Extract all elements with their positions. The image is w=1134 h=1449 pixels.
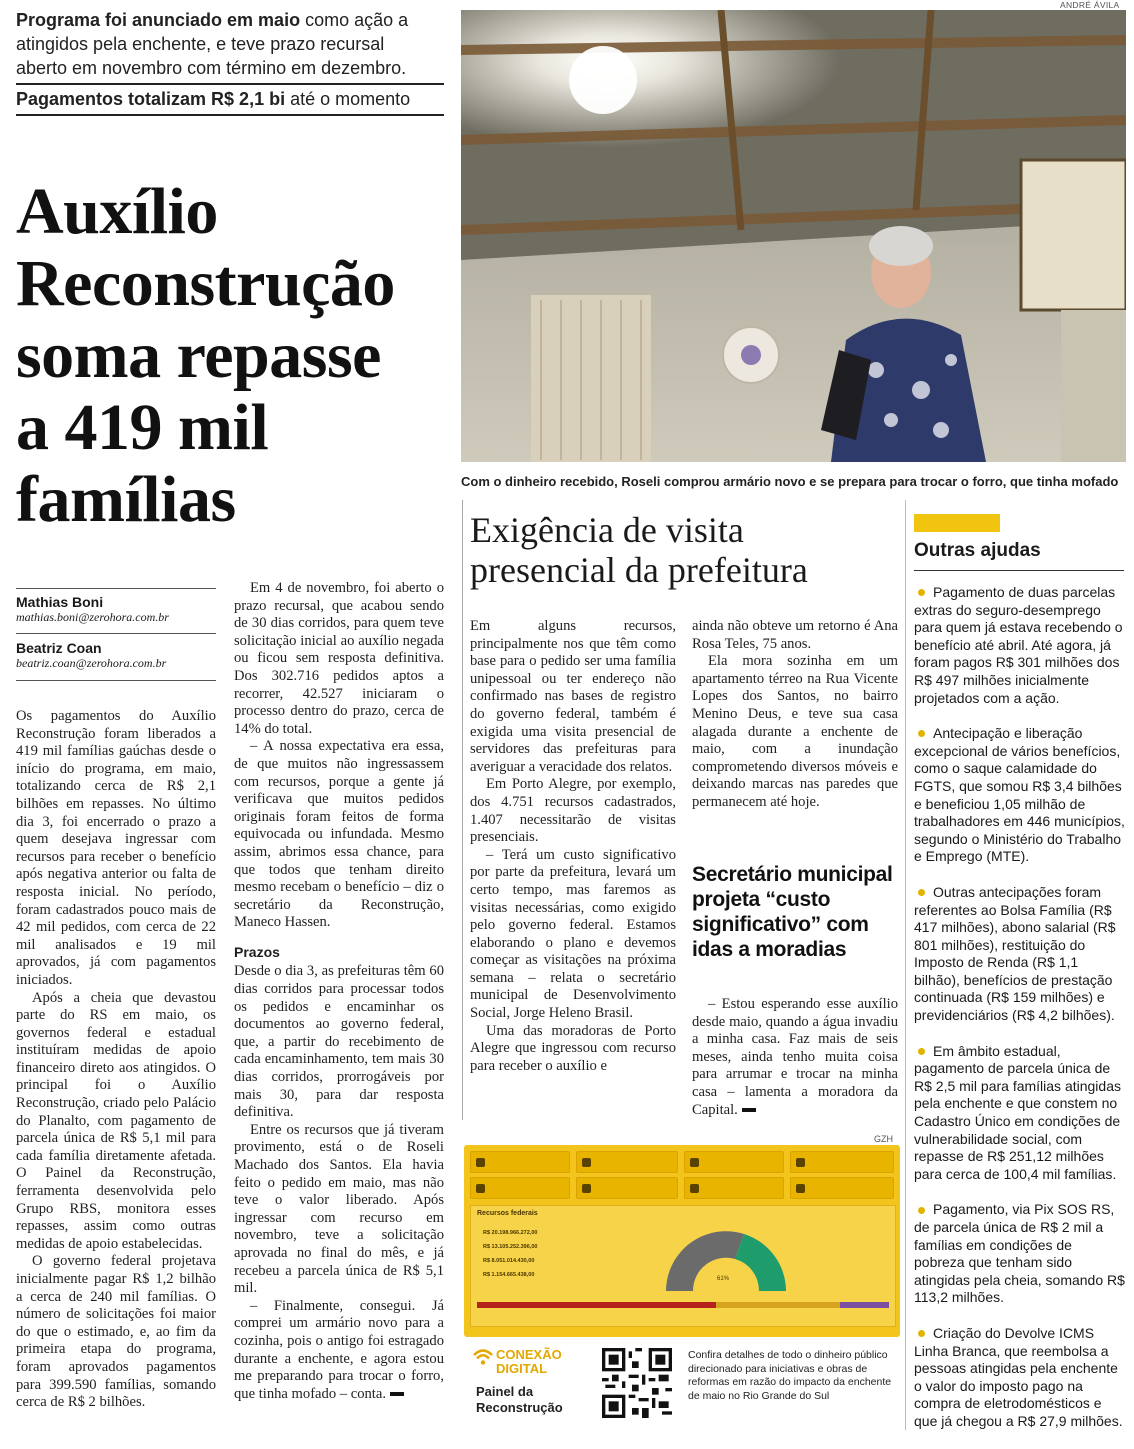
sidebar-item-text: Em âmbito estadual, pagamento de parcela única de R$ 2,5 mil para famílias atingidas pela enchente e que constem no Cadastro Único em condições de vulnerabilidade social, com repasse de R$ 251,12 milhões para cerca de 100,4 mil famílias. [914,1042,1121,1182]
summary-box [16,8,444,118]
dashboard-tile [684,1177,784,1199]
summary-line4-bold: Pagamentos totalizam R$ 2,1 bi [16,89,286,109]
bullet-icon [918,730,925,737]
conexao-digital-label [496,1348,562,1376]
bullet-icon [918,1048,925,1055]
paragraph: – A nossa expectativa era essa, de que muitos não ingressassem com recursos, porque a gente já verificava que muitos pedidos originais foram feitos de forma equivocada ou infundada. Mesmo assim, abrimos essa chance, para que todos que tenham direito mesmo recebam o benefício – diz o secretário da Reconstrução, Maneco Hassen. [234,738,444,931]
gauge-percent: 61% [717,1276,730,1282]
photo-caption: Com o dinheiro recebido, Roseli comprou armário novo e se prepara para trocar o forro, que tinha mofado [461,474,1119,489]
dashboard-tile [790,1177,894,1199]
article-photo [461,10,1126,462]
byline-2 [16,640,216,671]
sidebar-item [914,1043,1126,1184]
dashboard-screenshot [464,1145,900,1337]
paragraph: Em Porto Alegre, por exemplo, dos 4.751 recursos cadastrados, 1.407 necessitarão de visitas presenciais. [470,776,676,846]
byline-1 [16,594,216,625]
sidebar-item [914,1201,1126,1307]
sidebar-item [914,884,1126,1025]
end-mark [742,1108,756,1112]
bullet-icon [918,1207,925,1214]
paragraph: Desde o dia 3, as prefeituras têm 60 dias corridos para processar todos os pedidos e encaminhar os documentos ao governo federal, que, a partir do recebimento de cada encaminhamento, tem mais 30 dias corridos, prorrogáveis por mais 30, para dar resposta definitiva. [234,963,444,1121]
paragraph: – Terá um custo significativo por parte da prefeitura, levará um certo tempo, mas faremos as visitas necessárias, como exigido pelo governo federal. Estamos elaborando o plano e devemos começar as visitações na próxima semana – relata o secretário municipal de Desenvolvimento Social, Jorge Heleno Brasil. [470,846,676,1022]
progress-purple [840,1302,889,1308]
sidebar-item-text: Antecipação e liberação excepcional de vários benefícios, como o saque calamidade do FGTS, que somou R$ 3,4 bilhões e beneficiou 1,05 milhão de trabalhadores em 446 municípios, segundo o Ministério do Trabalho e Emprego (MTE). [914,725,1125,865]
paragraph: O governo federal projetava inicialmente pagar R$ 1,2 bilhão a cerca de 240 mil famílias. O número de solicitações foi maior do que o estimado, e, ao fim da primeira etapa do programa, foram aprovados pagamentos para 399.590 famílias, somando cerca de R$ 2 bilhões. [16,1253,216,1411]
section-heading-line-1: Exigência de visita [470,510,744,550]
tile-icon [476,1184,485,1193]
panel-value: R$ 1.154.665.438,00 [483,1272,535,1278]
panel-value: R$ 13.105.252.396,00 [483,1244,538,1250]
sidebar-item-text: Criação do Devolve ICMS Linha Branca, que reembolsa a pessoas atingidas pela enchente o valor do imposto pago na compra de eletrodomésticos e que já chegou a R$ 27,9 milhões. [914,1324,1123,1429]
roseli-photo-illustration [461,10,1126,462]
summary-line3: aberto em novembro com término em dezembro. [16,58,407,78]
paragraph: Os pagamentos do Auxílio Reconstrução foram liberados a 419 mil famílias gaúchas desde o início do programa, em maio, totalizando cerca de R$ 2,1 bilhões em repasses. No último dia 3, foi encerrado o prazo a quem desejava ingressar com recursos para receber o benefício após negativa anterior ou falta de resposta inicial. No período, foram cadastrados pouco mais de 42 mil pedidos, com cerca de 22 mil analisados e 19 mil aprovados, já com pagamentos iniciados. [16,708,216,988]
headline-line-5: famílias [16,463,236,536]
dashboard-tile [576,1151,678,1173]
paragraph: Ela mora sozinha em um apartamento térreo na Rua Vicente Lopes dos Santos, no bairro Menino Deus, e teve sua casa alagada durante a enchente de maio, com a inundação comprometendo diversos móveis e deixando marcas nas paredes que permanecem até hoje. [692,653,898,810]
conexao-description: Confira detalhes de todo o dinheiro público direcionado para iniciativas e obras de reformas em razão do impacto da enchente de maio no Rio Grande do Sul [688,1349,892,1402]
dashboard-tile [576,1177,678,1199]
sidebar-item-text: Pagamento, via Pix SOS RS, de parcela única de R$ 2 mil a famílias em condições de pobreza que tenham sido atingidas pela cheia, somando R$ 113,2 milhões. [914,1201,1125,1306]
paragraph: Após a cheia que devastou parte do RS em maio, os governos federal e estadual instituíram medidas de apoio financeiro direto aos atingidos. O principal foi o Auxílio Reconstrução, criado pelo Palácio do Planalto, com pagamento de parcela única de R$ 5,1 mil para cada família diretamente afetada. O Painel da Reconstrução, ferramenta desenvolvida pelo Grupo RBS, monitora esses repasses, assim como outras medidas de apoio estabelecidas. [16,989,216,1252]
sidebar-list [914,584,1126,1449]
byline-name: Beatriz Coan [16,640,102,656]
progress-track [477,1302,889,1308]
gauge-segment-gray [666,1231,744,1291]
paragraph: Em alguns recursos, principalmente nos que têm como base para o pedido ser uma família unipessoal ou ter endereço não confirmado nas bases de registro do governo federal, também é exigida uma visita presencial de servidores das prefeituras para averiguar a veracidade dos relatos. [470,618,676,775]
sidebar-title: Outras ajudas [914,540,1041,561]
paragraph: ainda não obteve um retorno é Ana Rosa Teles, 75 anos. [692,618,898,652]
paragraph: Entre os recursos que já tiveram provimento, está o de Roseli Machado dos Santos. Ela havia feito o pedido em maio, mas não teve o valor liberado. Após ingressar com recurso em novembro, teve a solicitação aprovada no final do mês, e já recebeu a parcela única de R$ 5,1 mil. [234,1121,444,1297]
tile-icon [690,1158,699,1167]
panel-value: R$ 20.198.966.272,00 [483,1230,538,1236]
headline-line-1: Auxílio [16,175,218,248]
end-mark [390,1392,404,1396]
bullet-icon [918,589,925,596]
panel-value: R$ 8.051.014.430,00 [483,1258,535,1264]
byline-email[interactable]: mathias.boni@zerohora.com.br [16,610,169,624]
tile-icon [690,1184,699,1193]
article-column-3 [470,618,676,1075]
painel-reconstrucao-label [476,1384,563,1416]
bullet-icon [918,889,925,896]
paragraph: Uma das moradoras de Porto Alegre que ingressou com recurso para receber o auxílio e [470,1022,676,1074]
dashboard-tile [684,1151,784,1173]
article-column-2 [234,580,444,1403]
sidebar-divider [905,500,906,1430]
sidebar-item [914,725,1126,866]
sidebar-rule [914,570,1124,571]
tile-icon [796,1158,805,1167]
paragraph: – Finalmente, consegui. Já comprei um armário novo para a cozinha, pois o antigo foi estragado durante a enchente, e agora estou me preparando para trocar o forro, que tinha mofado – conta. [234,1297,444,1402]
sidebar-item-text: Outras antecipações foram referentes ao Bolsa Família (R$ 417 milhões), abono salarial (R$ 801 milhões), restituição do Imposto de Renda (R$ 1,1 bilhão), benefícios de prestação continuada (R$ 159 milhões) e previdenciários (R$ 4,2 bilhões). [914,883,1116,1024]
byline-name: Mathias Boni [16,594,104,610]
qr-code-icon[interactable] [602,1348,672,1418]
section-heading-line-2: presencial da prefeitura [470,550,808,590]
subhead-prazos: Prazos [234,943,280,960]
article-column-1 [16,708,216,1412]
tile-icon [582,1184,591,1193]
dashboard-tile [790,1151,894,1173]
sidebar-accent-bar [914,514,1000,532]
progress-red [477,1302,716,1308]
gzh-logo: GZH [874,1134,893,1144]
dashboard-tile [470,1177,570,1199]
sidebar-item [914,584,1126,707]
wifi-icon [472,1348,494,1366]
summary-line1-rest: como ação a [300,10,409,30]
photo-credit: ANDRÉ ÁVILA [1060,0,1120,10]
section-heading [470,510,890,590]
progress-gold [716,1302,840,1308]
article-column-4-continued [692,996,898,1119]
headline-line-3: soma repasse [16,319,381,392]
painel-label-line-1: Painel da [476,1384,534,1399]
byline-rule-1 [16,588,216,589]
tile-icon [582,1158,591,1167]
headline-line-2: Reconstrução [16,247,395,320]
column-divider [462,500,463,1120]
conexao-label-line-1: CONEXÃO [496,1347,562,1362]
gauge-segment-green [735,1234,786,1291]
summary-line2: atingidos pela enchente, e teve prazo recursal [16,34,385,54]
byline-rule-2 [16,633,216,634]
gauge-chart [661,1216,791,1296]
byline-email[interactable]: beatriz.coan@zerohora.com.br [16,656,167,670]
dashboard-panel [470,1205,896,1327]
summary-line4-rest: até o momento [285,89,411,109]
summary-line1-bold: Programa foi anunciado em maio [16,10,301,30]
painel-label-line-2: Reconstrução [476,1400,563,1415]
panel-title: Recursos federais [477,1210,538,1217]
summary-divider [16,83,444,85]
bullet-icon [918,1330,925,1337]
headline-line-4: a 419 mil [16,391,269,464]
dashboard-tile [470,1151,570,1173]
summary-divider-bottom [16,114,444,116]
headline [16,176,456,536]
paragraph: – Estou esperando esse auxílio desde maio, quando a água invadiu a minha casa. Faz mais de seis meses, ainda tenho muita coisa para arrumar e trocar na minha casa – lamenta a moradora da Capital. [692,996,898,1118]
sidebar-item-text: Pagamento de duas parcelas extras do seguro-desemprego para quem já estava recebendo o benefício até abril. Até agora, já foram pagos R$ 301 milhões dos R$ 497 milhões inicialmente projetados com a ação. [914,584,1123,706]
tile-icon [796,1184,805,1193]
conexao-label-line-2: DIGITAL [496,1361,548,1376]
sidebar-item [914,1325,1126,1431]
byline-rule-3 [16,680,216,681]
paragraph: Em 4 de novembro, foi aberto o prazo recursal, que acabou sendo de 30 dias corridos, para quem teve solicitação inicial ao auxílio negada ou ficou sem resposta definitiva. Dos 302.716 pedidos aptos a recorrer, 42.527 iniciaram o processo dentro do prazo, cerca de 14% do total. [234,580,444,737]
tile-icon [476,1158,485,1167]
pull-subhead: Secretário municipal projeta “custo significativo” com idas a moradias [692,863,893,961]
article-column-4 [692,618,898,812]
